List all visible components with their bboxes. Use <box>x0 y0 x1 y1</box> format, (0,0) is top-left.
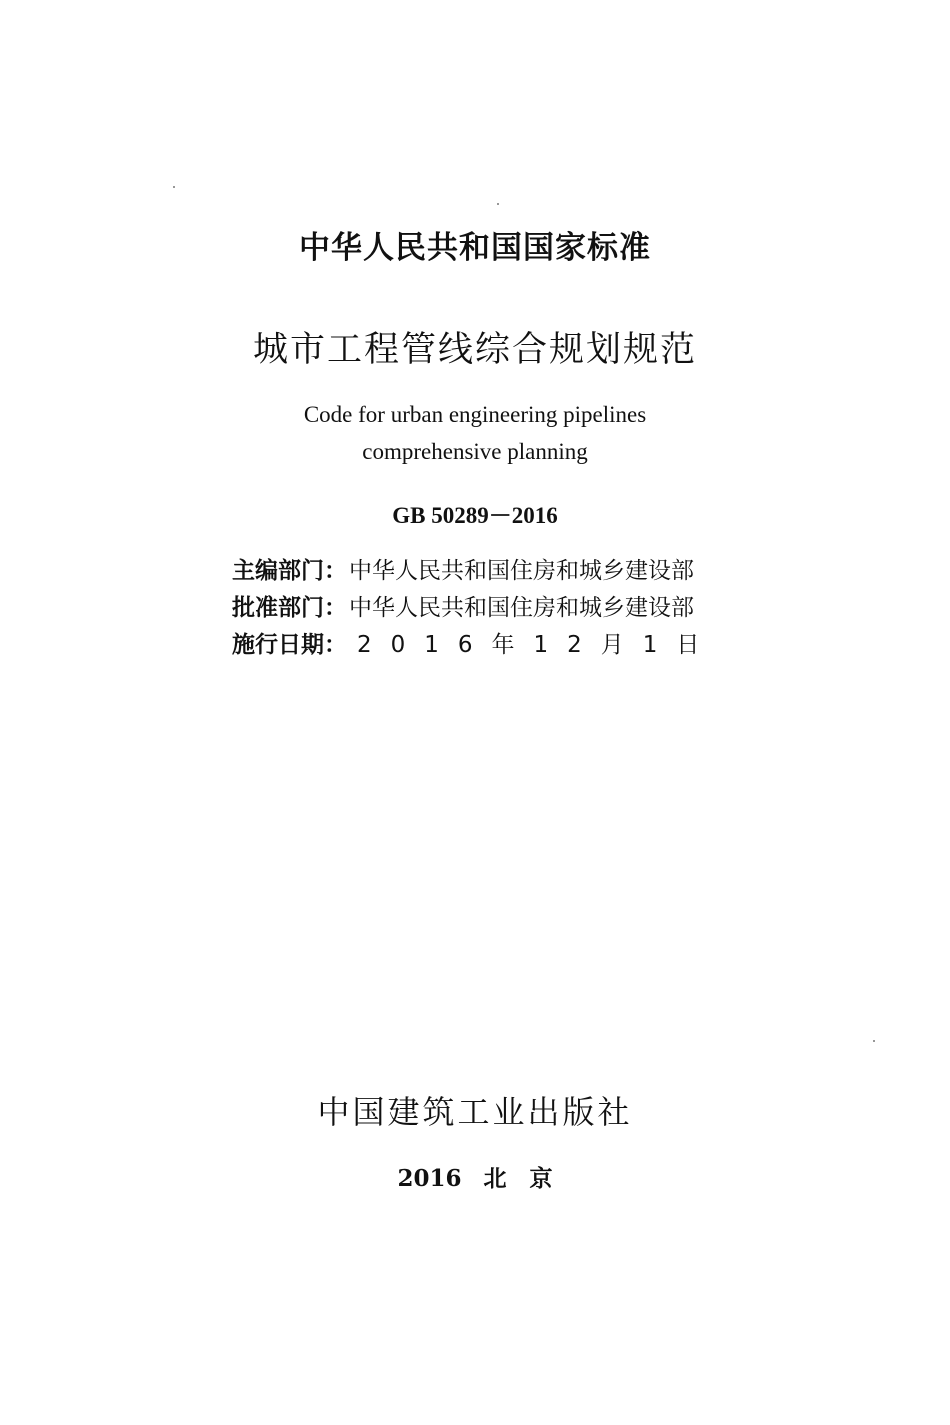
editor-row <box>232 553 718 590</box>
english-title <box>0 396 950 470</box>
standard-code: GB 50289－2016 <box>392 503 558 528</box>
english-title-line-1: Code for urban engineering pipelines <box>303 402 647 427</box>
approver-label: 批准部门： <box>232 595 347 621</box>
publication-city: 北 京 <box>483 1165 553 1192</box>
approver-value: 中华人民共和国住房和城乡建设部 <box>349 595 694 621</box>
national-standard-heading: 中华人民共和国国家标准 <box>299 230 651 266</box>
metadata-block <box>232 553 718 664</box>
publisher-name: 中国建筑工业出版社 <box>317 1093 633 1131</box>
effective-date-label: 施行日期： <box>232 632 347 658</box>
publication-year: 2016 <box>397 1165 462 1192</box>
effective-date-row <box>232 627 718 664</box>
editor-label: 主编部门： <box>232 558 347 584</box>
scan-speck <box>873 1040 875 1042</box>
publication-info <box>0 1160 950 1193</box>
approver-row <box>232 590 718 627</box>
scan-speck <box>173 186 175 188</box>
scan-speck <box>497 203 499 205</box>
english-title-line-2: comprehensive planning <box>362 439 588 464</box>
effective-date-value: 2016年12月1日 <box>357 632 719 658</box>
editor-value: 中华人民共和国住房和城乡建设部 <box>349 558 694 584</box>
chinese-title: 城市工程管线综合规划规范 <box>252 330 697 370</box>
